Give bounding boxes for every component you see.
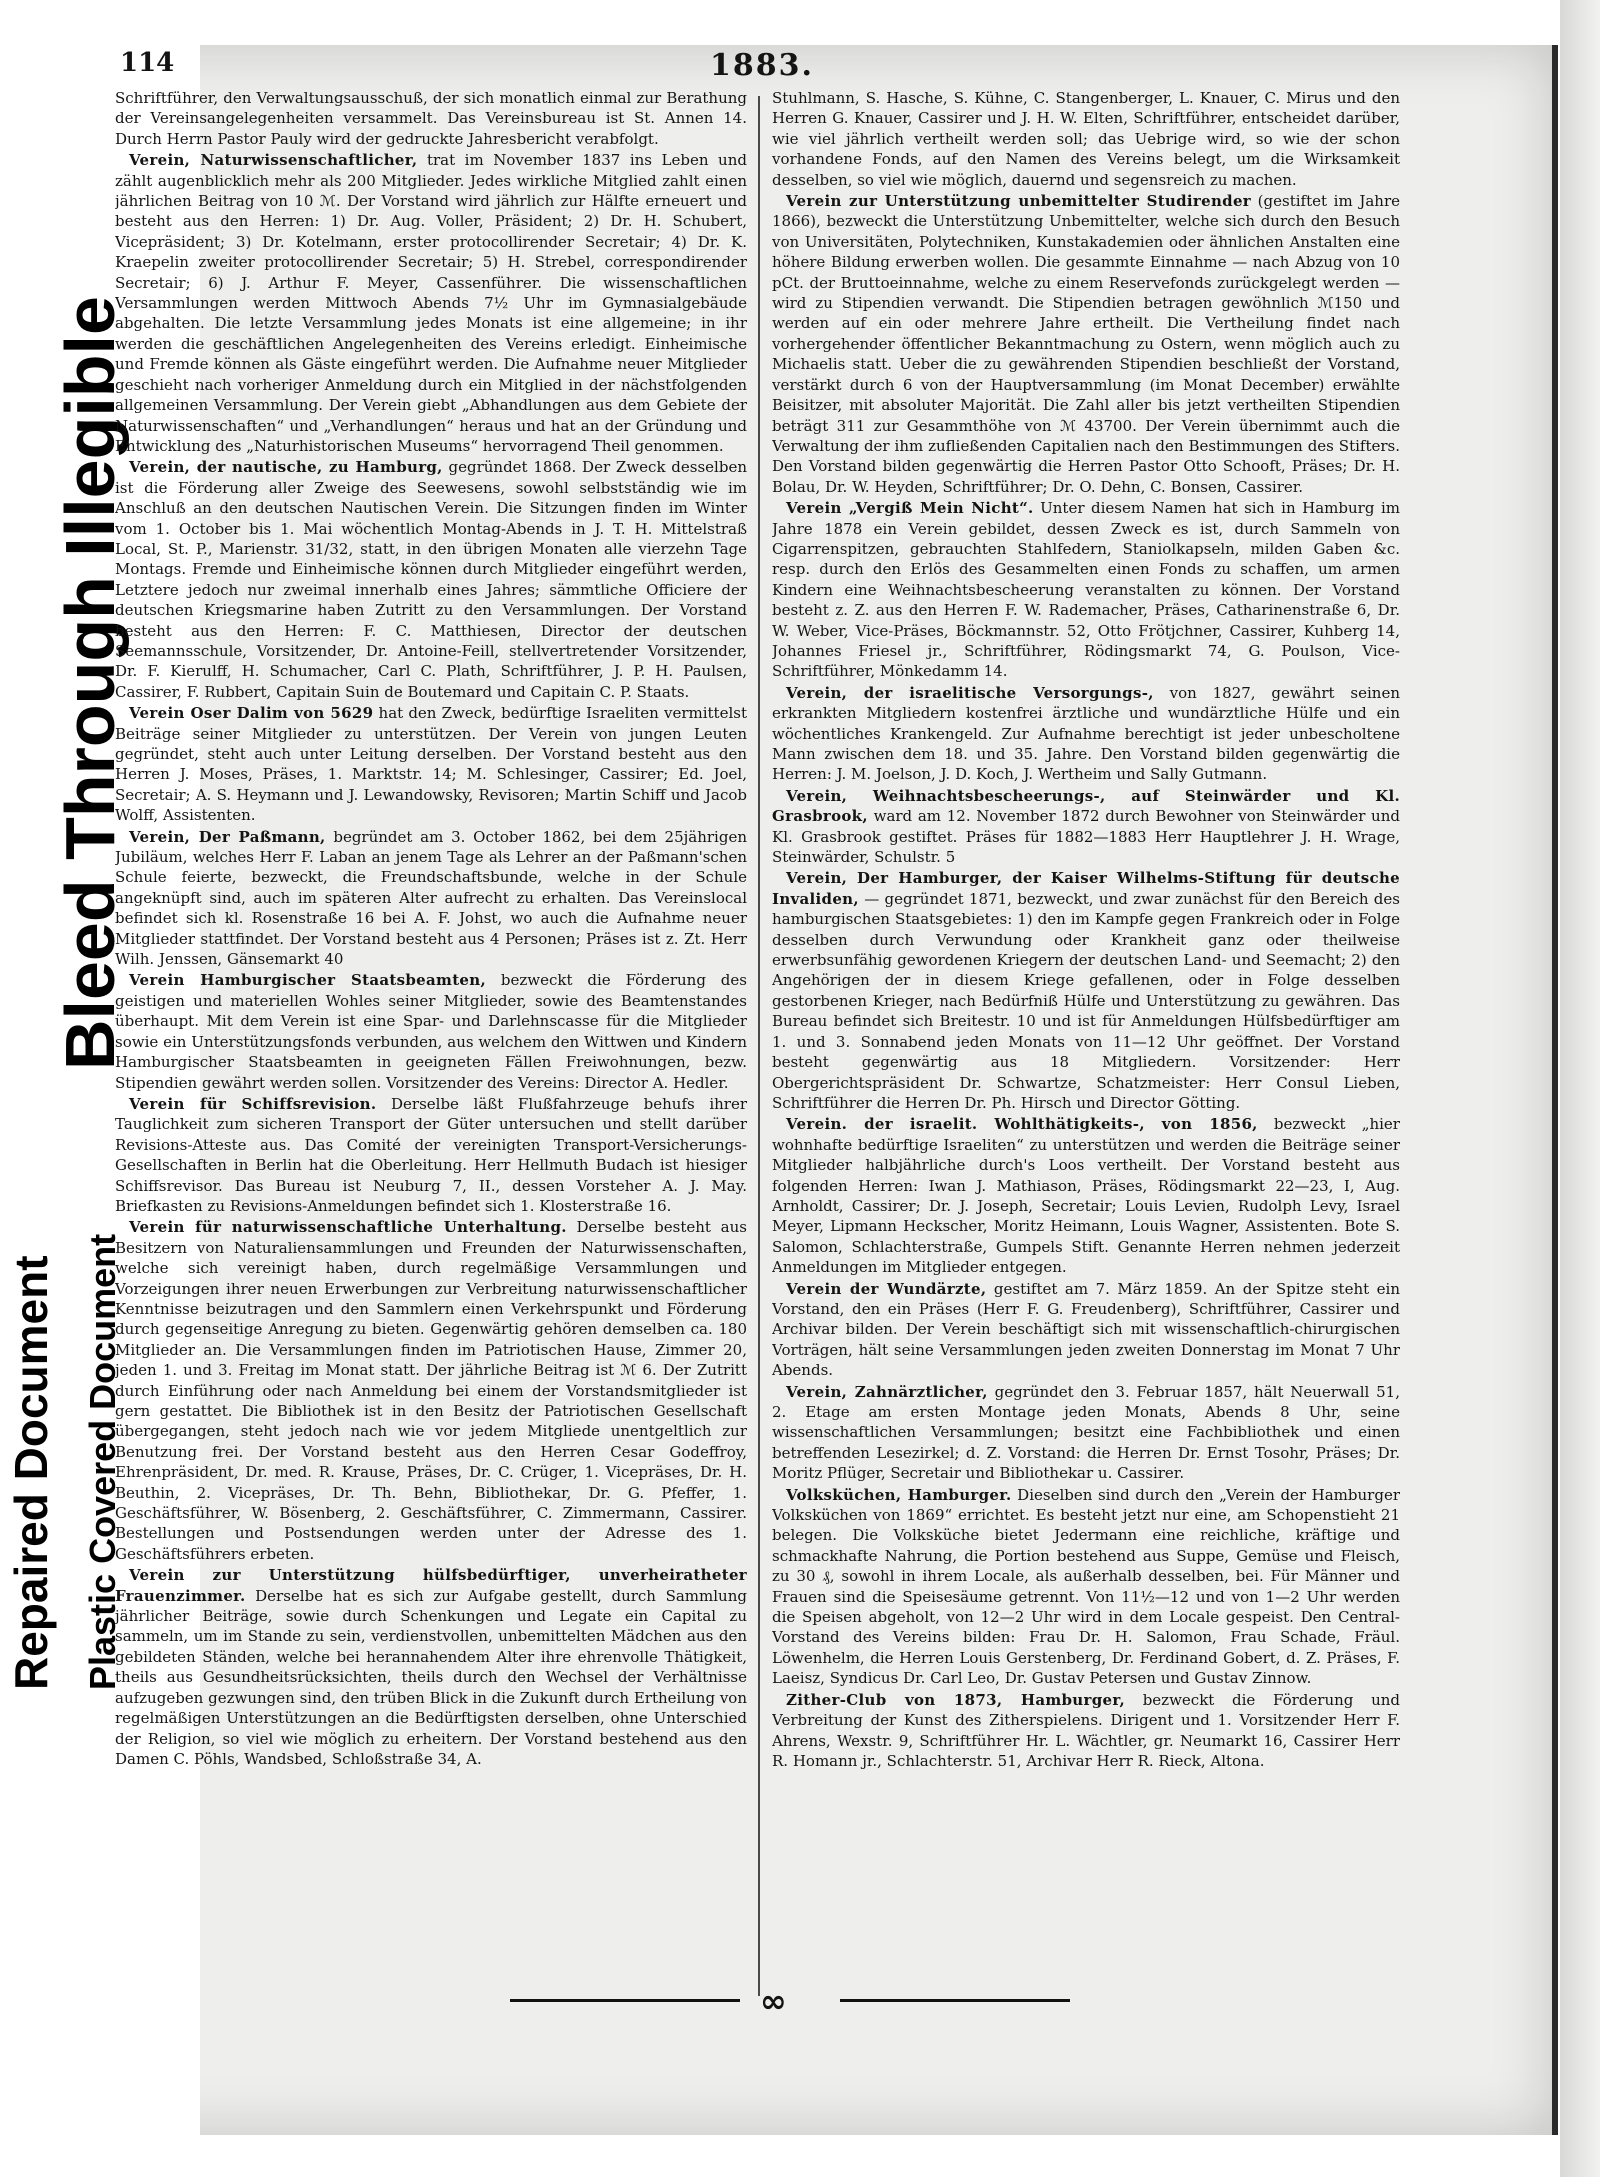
entry-text: gegründet den 3. Februar 1857, hält Neuerwall 51, 2. Etage am ersten Montage jeden Monats, Abends 8 Uhr, seine wissenschaftlichen Versammlungen; besitzt eine Fachbibliothek und einen betreffenden Lesezirkel; d. Z. Vorstand: die Herren Dr. Ernst Tosohr, Präses; Dr. Moritz Pflüger, Secretair und Bibliothekar u. Cassirer. xyxy=(772,1382,1400,1483)
plastic-covered-note: Plastic Covered Document xyxy=(82,1233,123,1690)
entry-title: Zither-Club von 1873, Hamburger, xyxy=(786,1690,1125,1709)
entry-text: Derselbe hat es sich zur Aufgabe gestellt, durch Sammlung jährlicher Beiträge, sowie durch Schenkungen und Legate ein Capital zu sammeln, um im Stande zu sein, verdienstvollen, unbemittelten Mädchen aus den gebildeten Ständen, welche bei herannahendem Alter ihre ehrenvolle Thätigkeit, theils aus Gesundheitsrücksichten, theils durch den Wechsel der Verhältnisse aufzugeben gezwungen sind, den trüben Blick in die Zukunft durch Ertheilung von regelmäßigen Unterstützungen an die Bedürftigsten derselben, ohne Unterschied der Religion, so viel wie möglich zu erheitern. Der Vorstand bestehend aus den Damen C. Pöhls, Wandsbed, Schloßstraße 34, A. xyxy=(115,1586,747,1768)
entry-text: begründet am 3. October 1862, bei dem 25jährigen Jubiläum, welches Herr F. Laban an jenem Tage als Lehrer an der Paßmann'schen Schule feierte, bezweckt, die Freundschaftsbunde, welche in der Schule angeknüpft sind, auch im späteren Alter aufrecht zu erhalten. Das Vereinslocal befindet sich kl. Rosenstraße 16 bei A. F. Johst, wo auch die Aufnahme neuer Mitglieder stattfindet. Der Vorstand besteht aus 4 Personen; Präses ist z. Zt. Herr Wilh. Jenssen, Gänsemarkt 40 xyxy=(115,827,747,969)
entry-text: bezweckt die Förderung und Verbreitung der Kunst des Zitherspielens. Dirigent und 1. Vorsitzender Herr F. Ahrens, Wexstr. 9, Schriftführer Hr. L. Wächtler, gr. Neumarkt 16, Cassirer Herr R. Homann jr., Schlachterstr. 51, Archivar Herr R. Rieck, Altona. xyxy=(772,1690,1400,1770)
page-number: 114 xyxy=(120,48,175,78)
entry-text: Schriftführer, den Verwaltungsausschuß, der sich monatlich einmal zur Berathung der Vereinsangelegenheiten versammelt. Das Vereinsbureau ist St. Annen 14. Durch Herrn Pastor Pauly wird der gedruckte Jahresbericht verabfolgt. xyxy=(115,89,747,148)
entry-text: Dieselben sind durch den „Verein der Hamburger Volksküchen von 1869“ errichtet. Es besteht jetzt nur eine, am Schopenstieht 21 belegen. Die Volksküche bietet Jedermann eine reichliche, kräftige und schmackhafte Nahrung, die Portion bestehend aus Suppe, Gemüse und Fleisch, zu 30 ₰, sowohl in ihrem Locale, als außerhalb desselben, bei. Für Männer und Frauen sind die Speisesäume getrennt. Von 11½—12 und von 1—2 Uhr werden die Speisen abgeholt, von 12—2 Uhr wird in dem Locale gespeist. Den Central-Vorstand des Vereins bilden: Frau Dr. H. Salomon, Frau Schade, Fräul. Löwenhelm, die Herren Louis Gerstenberg, Dr. Ferdinand Gobert, d. Z. Präses, F. Laeisz, Syndicus Dr. Carl Leo, Dr. Gustav Petersen und Gustav Zinnow. xyxy=(772,1485,1400,1688)
entry xyxy=(115,827,747,970)
column-divider xyxy=(758,96,760,1996)
entry-text: hat den Zweck, bedürftige Israeliten vermittelst Beiträge seiner Mitglieder zu unterstützen. Der Verein von jungen Leuten gegründet, steht auch unter Leitung derselben. Der Vorstand besteht aus den Herren J. Moses, Präses, 1. Marktstr. 14; M. Schlesinger, Cassirer; Ed. Joel, Secretair; A. S. Heymann und J. Lewandowsky, Revisoren; Martin Schiff und Jacob Wolff, Assistenten. xyxy=(115,704,747,825)
entry xyxy=(115,1565,747,1769)
entry-title: Verein, Weihnachtsbescheerungs-, auf Steinwärder und Kl. Grasbrook, xyxy=(772,786,1400,826)
left-column xyxy=(115,88,747,1983)
entry xyxy=(772,1690,1400,1772)
entry-title: Verein. der israelit. Wohlthätigkeits-, von 1856, xyxy=(786,1115,1258,1134)
entry xyxy=(772,1114,1400,1277)
entry-title: Verein für naturwissenschaftliche Unterhaltung. xyxy=(129,1218,567,1237)
entry xyxy=(772,1279,1400,1381)
entry-title: Verein der Wundärzte, xyxy=(786,1279,987,1298)
entry-title: Verein Oser Dalim von 5629 xyxy=(129,704,374,723)
entry xyxy=(115,703,747,825)
entry-text: gegründet 1868. Der Zweck desselben ist die Förderung aller Zweige des Seewesens, sowohl selbstständig wie im Anschluß an den deutschen Nautischen Verein. Die Sitzungen finden im Winter vom 1. October bis 1. Mai wöchentlich Montag-Abends in J. T. H. Mittelstraß Local, St. P., Marienstr. 31/32, statt, in den übrigen Monaten alle vierzehn Tage Montags. Fremde und Einheimische können durch Mitglieder eingeführt werden, Letztere jedoch nur zweimal innerhalb eines Jahres; sämmtliche Officiere der deutschen Kriegsmarine haben Zutritt zu den Versammlungen. Der Vorstand besteht aus den Herren: F. C. Matthiesen, Director der deutschen Seemannsschule, Vorsitzender, Dr. Antoine-Feill, stellvertretender Vorsitzender, Dr. F. Kierulff, H. Schumacher, Carl C. Plath, Schriftführer, J. P. H. Paulsen, Cassirer, F. Rubbert, Capitain Suin de Boutemard und Capitain C. P. Staats. xyxy=(115,458,747,701)
end-ornament xyxy=(510,1982,1070,2020)
entry xyxy=(772,1382,1400,1484)
entry xyxy=(772,88,1400,190)
entry-title: Verein Hamburgischer Staatsbeamten, xyxy=(129,971,487,990)
entry-title: Verein, der israelitische Versorgungs-, xyxy=(786,683,1154,702)
entry-text: Unter diesem Namen hat sich in Hamburg im Jahre 1878 ein Verein gebildet, dessen Zweck es ist, durch Sammeln von Cigarrenspitzen, gebrauchten Stahlfedern, Staniolkapseln, milden Gaben &c. resp. durch den Erlös des Gesammelten einen Fonds zu schaffen, um armen Kindern eine Weihnachtsbescheerung veranstalten zu können. Der Vorstand besteht z. Z. aus den Herren F. W. Rademacher, Präses, Catharinenstraße 6, Dr. W. Weber, Vice-Präses, Böckmannstr. 52, Otto Frötjchner, Cassirer, Kuhberg 14, Johannes Friesel jr., Schriftführer, Rödingsmarkt 74, G. Poulson, Vice-Schriftführer, Mönkedamm 14. xyxy=(772,499,1400,681)
repaired-document-note: Repaired Document xyxy=(5,1255,57,1690)
entry-title: Verein, Der Paßmann, xyxy=(129,827,326,846)
entry xyxy=(772,1485,1400,1689)
entry xyxy=(115,88,747,149)
page-year: 1883. xyxy=(710,48,814,83)
entry-title: Verein zur Unterstützung unbemittelter Studirender xyxy=(786,192,1252,211)
page-edge xyxy=(1560,0,1600,2177)
entry xyxy=(772,498,1400,682)
entry xyxy=(115,1217,747,1564)
entry-text: von 1827, gewährt seinen erkrankten Mitgliedern kostenfrei ärztliche und wundärztliche Hülfe und ein wöchentliches Krankengeld. Zur Aufnahme berechtigt ist jeder unbescholtene Mann zwischen dem 18. und 35. Jahre. Den Vorstand bilden gegenwärtig die Herren: J. M. Joelson, J. D. Koch, J. Wertheim und Sally Gutmann. xyxy=(772,683,1400,784)
entry-title: Verein zur Unterstützung hülfsbedürftiger, unverheiratheter Frauenzimmer. xyxy=(115,1566,747,1605)
entry-text: (gestiftet im Jahre 1866), bezweckt die Unterstützung Unbemittelter, welche sich durch den Besuch von Universitäten, Polytechniken, Kunstakademien oder ähnlichen Anstalten eine höhere Bildung erwerben wollen. Die gesammte Einnahme — nach Abzug von 10 pCt. der Bruttoeinnahme, welche zu einem Reservefonds zurückgelegt werden — wird zu Stipendien verwandt. Die Stipendien betragen gewöhnlich ℳ150 und werden auf ein oder mehrere Jahre ertheilt. Die Vertheilung findet nach vorhergehender öffentlicher Bekanntmachung zu Ostern, wenn möglich auch zu Michaelis statt. Ueber die zu gewährenden Stipendien beschließt der Vorstand, verstärkt durch 6 von der Hauptversammlung (im Monat December) erwählte Beisitzer, mit absoluter Majorität. Die Zahl aller bis jetzt vertheilten Stipendien beträgt 311 zur Gesammthöhe von ℳ 43700. Der Verein übernimmt auch die Verwaltung der ihm zufließenden Capitalien nach den Bestimmungen des Stifters. Den Vorstand bilden gegenwärtig die Herren Pastor Otto Schooft, Präses; Dr. H. Bolau, Dr. W. Heyden, Schriftführer; Dr. O. Dehn, C. Bonsen, Cassirer. xyxy=(772,192,1400,496)
entry-title: Verein, der nautische, zu Hamburg, xyxy=(129,458,443,477)
entry-title: Verein für Schiffsrevision. xyxy=(129,1094,377,1113)
entry-text: bezweckt „hier wohnhafte bedürftige Israeliten“ zu unterstützen und werden die Beiträge seiner Mitglieder halbjährliche durch's Loos vertheilt. Der Vorstand besteht aus folgenden Herren: Iwan J. Mathiason, Präses, Rödingsmarkt 22—23, I, Aug. Arnholdt, Cassirer; Dr. J. Joseph, Secretair; Louis Levien, Rudolph Levy, Israel Meyer, Lipmann Heckscher, Moritz Heimann, Louis Wagner, Assistenten. Bote S. Salomon, Schlachterstraße, Gumpels Stift. Genannte Herren nehmen jederzeit Anmeldungen im Mitglieder entgegen. xyxy=(772,1115,1400,1277)
entry xyxy=(772,683,1400,785)
entry-text: trat im November 1837 ins Leben und zählt augenblicklich mehr als 200 Mitglieder. Jedes wirkliche Mitglied zahlt einen jährlichen Beitrag von 10 ℳ. Der Vorstand wird jährlich zur Hälfte erneuert und besteht aus den Herren: 1) Dr. Aug. Voller, Präsident; 2) Dr. H. Schubert, Vicepräsident; 3) Dr. Kotelmann, erster protocollirender Secretair; 4) Dr. K. Kraepelin zweiter protocollirender Secretair; 5) H. Strebel, correspondirender Secretair; 6) J. Arthur F. Meyer, Cassenführer. Die wissenschaftlichen Versammlungen werden Mittwoch Abends 7½ Uhr im Gymnasialgebäude abgehalten. Die letzte Versammlung jedes Monats ist eine allgemeine; in ihr werden die geschäftlichen Angelegenheiten des Vereins erledigt. Einheimische und Fremde können als Gäste eingeführt werden. Die Aufnahme neuer Mitglieder geschieht nach vorheriger Anmeldung durch ein Mitglied in der nächstfolgenden allgemeinen Versammlung. Der Verein giebt „Abhandlungen aus dem Gebiete der Naturwissenschaften“ und „Verhandlungen“ heraus und hat an der Gründung und Entwicklung des „Naturhistorischen Museums“ hervorragend Theil genommen. xyxy=(115,151,747,455)
ornament-line-right xyxy=(840,1999,1070,2002)
ornament-line-left xyxy=(510,1999,740,2002)
entry-text: bezweckt die Förderung des geistigen und materiellen Wohles seiner Mitglieder, sowie des Beamtenstandes überhaupt. Mit dem Verein ist eine Spar- und Darlehnscasse für die Mitglieder sowie ein Unterstützungsfonds verbunden, aus welchem den Wittwen und Kindern Hamburgischer Staatsbeamten in geeigneten Fällen Freiwohnungen, bezw. Stipendien gewährt werden sollen. Vorsitzender des Vereins: Director A. Hedler. xyxy=(115,971,747,1092)
entry-text: gestiftet am 7. März 1859. An der Spitze steht ein Vorstand, den ein Präses (Herr F. G. Freudenberg), Schriftführer, Cassirer und Archivar bilden. Der Verein beschäftigt sich mit wissenschaftlich-chirurgischen Vorträgen, hält seine Versammlungen jeden zweiten Donnerstag im Monat 7 Uhr Abends. xyxy=(772,1279,1400,1380)
entry-title: Volksküchen, Hamburger. xyxy=(786,1485,1012,1504)
entry xyxy=(115,150,747,456)
ornament-knot: ∞ xyxy=(760,1982,783,2020)
entry-text: ward am 12. November 1872 durch Bewohner von Steinwärder und Kl. Grasbrook gestiftet. Präses für 1882—1883 Herr Hauptlehrer J. H. Wrage, Steinwärder, Schulstr. 5 xyxy=(772,807,1400,867)
entry-title: Verein, Naturwissenschaftlicher, xyxy=(129,151,418,170)
entry xyxy=(772,786,1400,868)
entry-title: Verein „Vergiß Mein Nicht“. xyxy=(786,499,1034,518)
entry-text: — gegründet 1871, bezweckt, und zwar zunächst für den Bereich des hamburgischen Staatsgebietes: 1) den im Kampfe gegen Frankreich oder in Folge desselben durch Verwundung oder Krankheit ganz oder theilweise erwerbsunfähig gewordenen Kriegern der deutschen Land- und Seemacht; 2) den Angehörigen der in diesem Kriege gefallenen, oder in Folge desselben gestorbenen Krieger, nach Bedürfniß Hülfe und Unterstützung zu gewähren. Das Bureau befindet sich Breitestr. 10 und ist für Anmeldungen Hülfsbedürftiger am 1. und 3. Sonnabend jeden Monats von 11—12 Uhr geöffnet. Der Vorstand besteht gegenwärtig aus 18 Mitgliedern. Vorsitzender: Herr Obergerichtspräsident Dr. Schwartze, Schatzmeister: Herr Consul Lieben, Schriftführer die Herren Dr. Ph. Hirsch und Director Götting. xyxy=(772,889,1400,1112)
entry xyxy=(115,457,747,702)
entry xyxy=(772,868,1400,1113)
entry-text: Stuhlmann, S. Hasche, S. Kühne, C. Stangenberger, L. Knauer, C. Mirus und den Herren G. Knauer, Cassirer und J. H. W. Elten, Schriftführer, entscheidet darüber, wie viel jährlich vertheilt werden soll; das Uebrige wird, so wie der schon vorhandene Fonds, auf den Namen des Vereins belegt, um die Wirksamkeit desselben, so viel wie möglich, dauernd und segensreich zu machen. xyxy=(772,89,1400,189)
entry-title: Verein, Zahnärztlicher, xyxy=(786,1382,988,1401)
right-column xyxy=(772,88,1400,1958)
page-header xyxy=(120,48,1550,88)
entry xyxy=(115,970,747,1092)
entry-text: Derselbe besteht aus Besitzern von Naturaliensammlungen und Freunden der Naturwissenschaften, welche sich vereinigt haben, durch regelmäßige Versammlungen und Vorzeigungen ihrer neuen Erwerbungen zur Verbreitung naturwissenschaftlicher Kenntnisse beizutragen und den Sammlern einen Verkehrspunkt und Förderung durch gegenseitige Anregung zu bieten. Gegenwärtig gehören demselben ca. 180 Mitglieder an. Die Versammlungen finden im Patriotischen Hause, Zimmer 20, jeden 1. und 3. Freitag im Monat statt. Der jährliche Beitrag ist ℳ 6. Der Zutritt durch Einführung oder nach Anmeldung bei einem der Vorstandsmitglieder ist gern gestattet. Die Bibliothek ist in den Besitz der Patriotischen Gesellschaft übergegangen, steht jedoch nach wie vor jedem Mitgliede unentgeltlich zur Benutzung frei. Der Vorstand besteht aus den Herren Cesar Godeffroy, Ehrenpräsident, Dr. med. R. Krause, Präses, Dr. C. Crüger, 1. Vicepräses, Dr. H. Beuthin, 2. Vicepräses, Dr. Th. Behn, Bibliothekar, Dr. G. Pfeffer, 1. Geschäftsführer, W. Bösenberg, 2. Geschäftsführer, C. Zimmermann, Cassirer. Bestellungen und Postsendungen werden unter der Adresse des 1. Geschäftsführers erbeten. xyxy=(115,1218,747,1563)
entry-text: Derselbe läßt Flußfahrzeuge behufs ihrer Tauglichkeit zum sicheren Transport der Güter untersuchen und stellt darüber Revisions-Atteste aus. Das Comité der vereinigten Transport-Versicherungs-Gesellschaften in Berlin hat die Oberleitung. Herr Hellmuth Budach ist hiesiger Schiffsrevisor. Das Bureau ist Neuburg 7, II., dessen Vorsteher A. J. May. Briefkasten zu Revisions-Anmeldungen befindet sich 1. Klosterstraße 16. xyxy=(115,1094,747,1215)
entry xyxy=(772,191,1400,497)
entry xyxy=(115,1094,747,1216)
bleed-through-note: Bleed Through Illegible xyxy=(51,296,129,1070)
entry-title: Verein, Der Hamburger, der Kaiser Wilhelms-Stiftung für deutsche Invaliden, xyxy=(772,869,1400,908)
